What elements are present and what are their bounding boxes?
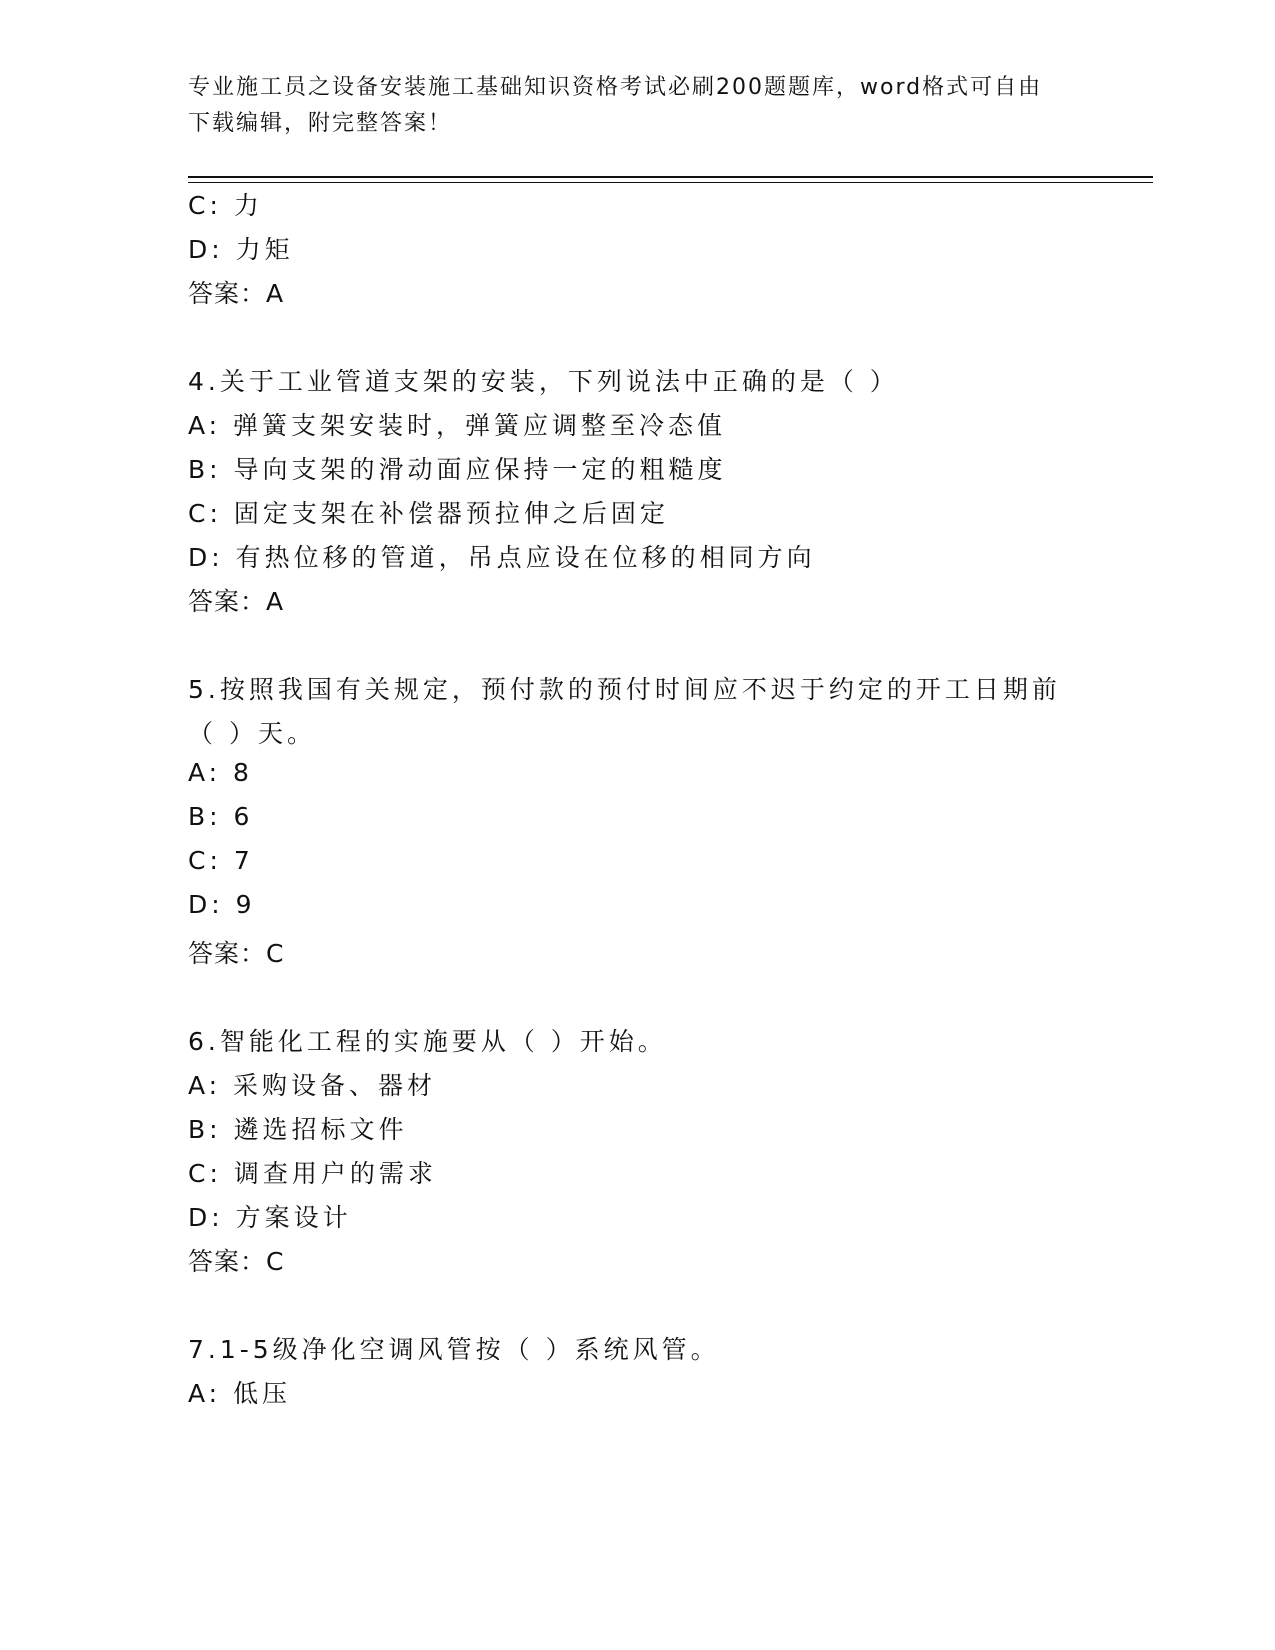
option-c-text: C: 力 (188, 191, 263, 220)
option-a-text: A: 8 (188, 758, 253, 787)
question-7: 7.1-5级净化空调风管按（ ）系统风管。 (188, 1335, 720, 1364)
header-rule-thin (188, 182, 1153, 183)
option-b-text: B: 遴选招标文件 (188, 1115, 408, 1144)
answer-line: 答案：A (188, 587, 285, 616)
option-d-text: D: 力矩 (188, 235, 294, 264)
question-5-continued: （ ）天。 (188, 719, 316, 748)
option-d-text: D: 方案设计 (188, 1203, 352, 1232)
answer-line: 答案：C (188, 939, 285, 968)
question-6: 6.智能化工程的实施要从（ ）开始。 (188, 1027, 667, 1056)
header-line-1: 专业施工员之设备安装施工基础知识资格考试必刷200题题库，word格式可自由 (188, 75, 1043, 100)
header-rule-thick (188, 176, 1153, 178)
question-5: 5.按照我国有关规定，预付款的预付时间应不迟于约定的开工日期前 (188, 675, 1061, 704)
option-a-text: A: 弹簧支架安装时，弹簧应调整至冷态值 (188, 411, 727, 440)
option-b-text: B: 6 (188, 802, 254, 831)
option-c-text: C: 调查用户的需求 (188, 1159, 437, 1188)
document-header (188, 70, 1088, 142)
option-d-text: D: 9 (188, 890, 256, 919)
option-a-text: A: 采购设备、器材 (188, 1071, 437, 1100)
option-c-text: C: 7 (188, 846, 254, 875)
option-d-text: D: 有热位移的管道，吊点应设在位移的相同方向 (188, 543, 816, 572)
option-b-text: B: 导向支架的滑动面应保持一定的粗糙度 (188, 455, 727, 484)
question-4: 4.关于工业管道支架的安装，下列说法中正确的是（ ） (188, 367, 899, 396)
answer-line: 答案：C (188, 1247, 285, 1276)
option-a-text: A: 低压 (188, 1379, 292, 1408)
header-line-2: 下载编辑，附完整答案！ (188, 111, 453, 136)
answer-line: 答案：A (188, 279, 285, 308)
option-c-text: C: 固定支架在补偿器预拉伸之后固定 (188, 499, 669, 528)
